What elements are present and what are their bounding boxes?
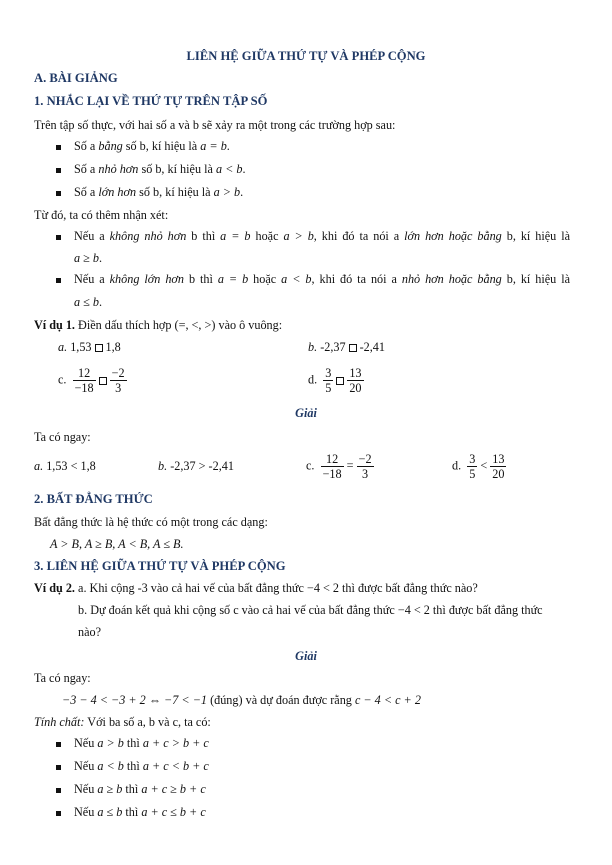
exercise-1a: a. 1,53 1,8 [58, 340, 121, 354]
example-1-prompt: Ví dụ 1. Điền dấu thích hợp (=, <, >) vào ô vuông: [34, 318, 283, 332]
remark-text: Từ đó, ta có thêm nhận xét: [34, 208, 169, 222]
answer-box [95, 344, 103, 352]
section-1-intro: Trên tập số thực, với hai số a và b sẽ xảy ra một trong các trường hợp sau: [34, 118, 396, 132]
remark-item-2-line1: Nếu a không lớn hơn b thì a = b hoặc a < b, khi đó ta nói a nhỏ hơn hoặc bằng b, kí hiệu là [74, 272, 571, 286]
list-item: Số a bằng số b, kí hiệu là a = b. [74, 139, 230, 153]
bullet-marker [56, 765, 61, 770]
answer-box [336, 377, 344, 385]
bullet-marker [56, 811, 61, 816]
section-a-heading: A. BÀI GIẢNG [34, 71, 118, 85]
example-2-part-b-line2: nào? [78, 625, 102, 639]
bullet-marker [56, 788, 61, 793]
answer-box [99, 377, 107, 385]
solution-1b: b. -2,37 > -2,41 [158, 459, 234, 473]
list-item: Số a nhỏ hơn số b, kí hiệu là a < b. [74, 162, 246, 176]
section-2-text: Bất đẳng thức là hệ thức có một trong các dạng: [34, 515, 268, 529]
inequality-forms: A > B, A ≥ B, A < B, A ≤ B. [50, 537, 184, 551]
exercise-1b: b. -2,37 -2,41 [308, 340, 385, 354]
section-2-heading: 2. BẤT ĐẲNG THỨC [34, 492, 153, 506]
property-item: Nếu a > b thì a + c > b + c [74, 736, 209, 750]
bullet-marker [56, 168, 61, 173]
solution-1-heading: Giải [295, 406, 317, 420]
bullet-marker [56, 191, 61, 196]
solution-2-heading: Giải [295, 649, 317, 663]
solution-1d: d. $\frac{3}{5}$ < $\frac{13}{20}$ [452, 452, 505, 481]
bullet-marker [56, 145, 61, 150]
bullet-marker [56, 742, 61, 747]
property-statement: Tính chất: Với ba số a, b và c, ta có: [34, 715, 211, 729]
section-3-heading: 3. LIÊN HỆ GIỮA THỨ TỰ VÀ PHÉP CỘNG [34, 559, 286, 573]
solution-2-intro: Ta có ngay: [34, 671, 91, 685]
page-title: LIÊN HỆ GIỮA THỨ TỰ VÀ PHÉP CỘNG [186, 49, 426, 63]
remark-item-2-line2: a ≤ b. [74, 295, 103, 309]
list-item: Số a lớn hơn số b, kí hiệu là a > b. [74, 185, 244, 199]
exercise-1c: c. $\frac{12}{-18}$ $\frac{-2}{3}$ [58, 366, 125, 395]
section-1-heading: 1. NHẮC LẠI VỀ THỨ TỰ TRÊN TẬP SỐ [34, 94, 268, 108]
solution-1c: c. $\frac{12}{-18}$ = $\frac{-2}{3}$ [306, 452, 372, 481]
bullet-marker [56, 278, 61, 283]
exercise-1d: d. $\frac{3}{5}$ $\frac{13}{20}$ [308, 366, 362, 395]
property-item: Nếu a < b thì a + c < b + c [74, 759, 209, 773]
solution-2-math: −3 − 4 < −3 + 2 ⇔ −7 < −1 (đúng) và dự đoán được rằng c − 4 < c + 2 [62, 693, 421, 707]
example-2-part-a: Ví dụ 2. a. Khi cộng -3 vào cả hai vế của bất đẳng thức −4 < 2 thì được bất đẳng thức nào? [34, 581, 478, 595]
solution-1-intro: Ta có ngay: [34, 430, 91, 444]
example-2-part-b-line1: b. Dự đoán kết quả khi cộng số c vào cả hai vế của bất đẳng thức −4 < 2 thì được bất đẳng thức [78, 603, 543, 617]
remark-item-1-line2: a ≥ b. [74, 251, 103, 265]
bullet-marker [56, 235, 61, 240]
property-item: Nếu a ≤ b thì a + c ≤ b + c [74, 805, 206, 819]
solution-1a: a. 1,53 < 1,8 [34, 459, 96, 473]
remark-item-1-line1: Nếu a không nhỏ hơn b thì a = b hoặc a > b, khi đó ta nói a lớn hơn hoặc bằng b, kí hiệu là [74, 229, 571, 243]
answer-box [349, 344, 357, 352]
property-item: Nếu a ≥ b thì a + c ≥ b + c [74, 782, 206, 796]
